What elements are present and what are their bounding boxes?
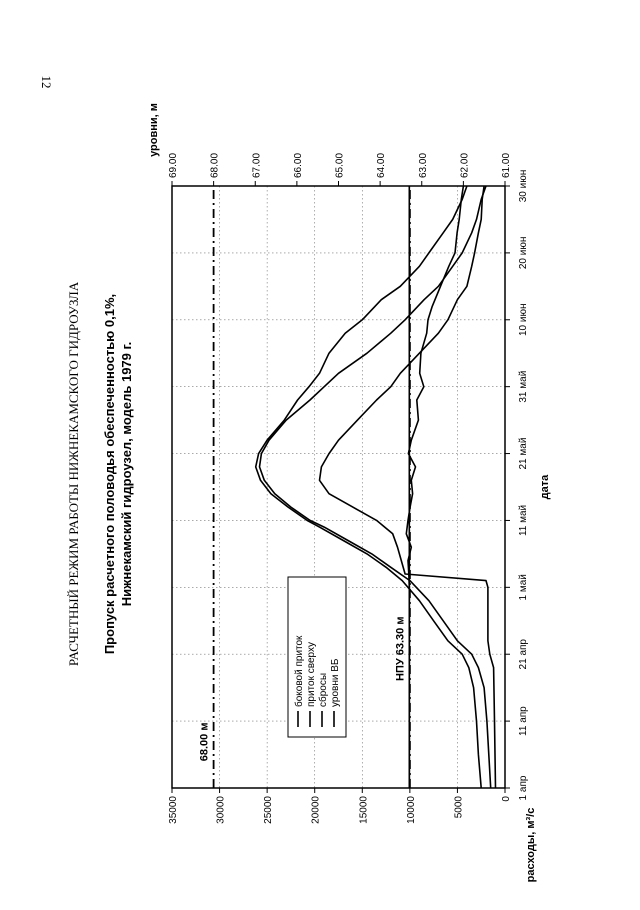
date-tick-label: 31 май (518, 370, 529, 403)
level-tick-label: 68.00 (209, 152, 221, 178)
flow-tick-label: 20000 (310, 796, 322, 824)
x-axis-title: дата (539, 474, 551, 500)
date-tick-label: 1 апр (518, 775, 529, 801)
level-tick-label: 65.00 (334, 152, 346, 178)
y-axis-title: расходы, м³/с (525, 807, 537, 883)
date-tick-label: 30 июн (518, 169, 529, 203)
series-layer (214, 186, 496, 788)
legend-label: боковой приток (294, 635, 305, 707)
legend-label: приток сверху (306, 642, 317, 707)
date-tick-label: 20 июн (518, 236, 529, 270)
level-tick-label: 67.00 (251, 152, 263, 178)
y2-axis-title: уровни, м (148, 103, 160, 157)
level-tick-label: 64.00 (376, 152, 388, 178)
flow-tick-label: 5000 (453, 796, 465, 819)
flow-tick-label: 10000 (405, 796, 417, 824)
date-tick-label: 11 май (518, 504, 529, 537)
level-tick-label: 69.00 (168, 152, 179, 178)
annotation-label: 68.00 м (198, 722, 211, 762)
date-tick-label: 21 май (518, 437, 529, 470)
date-tick-label: 1 май (518, 574, 529, 601)
flow-tick-label: 0 (501, 796, 512, 802)
flow-tick-label: 25000 (263, 796, 275, 824)
level-tick-label: 62.00 (459, 152, 471, 178)
legend-label: уровни ВБ (330, 658, 341, 707)
legend (288, 577, 346, 737)
date-tick-label: 11 апр (518, 706, 529, 736)
level-tick-label: 63.00 (417, 152, 429, 178)
flow-tick-label: 15000 (358, 796, 370, 824)
level-tick-label: 61.00 (501, 152, 512, 178)
annotation-label: НПУ 63.30 м (394, 616, 407, 681)
flow-tick-label: 30000 (215, 796, 227, 824)
level-tick-label: 66.00 (292, 152, 304, 178)
flow-tick-label: 35000 (168, 796, 179, 824)
chart-title: Пропуск расчетного половодья обеспеченностью 0,1%, (102, 293, 117, 655)
date-tick-label: 21 апр (518, 638, 529, 670)
document-heading: РАСЧЕТНЫЙ РЕЖИМ РАБОТЫ НИЖНЕКАМСКОГО ГИДРОУЗЛА (66, 281, 81, 667)
series-line (406, 186, 463, 788)
date-tick-label: 10 июн (518, 303, 529, 337)
chart-subtitle: Нижнекамский гидроузел, модель 1979 г. (119, 341, 134, 607)
page-number: 12 (39, 75, 54, 89)
legend-label: сбросы (318, 672, 329, 707)
